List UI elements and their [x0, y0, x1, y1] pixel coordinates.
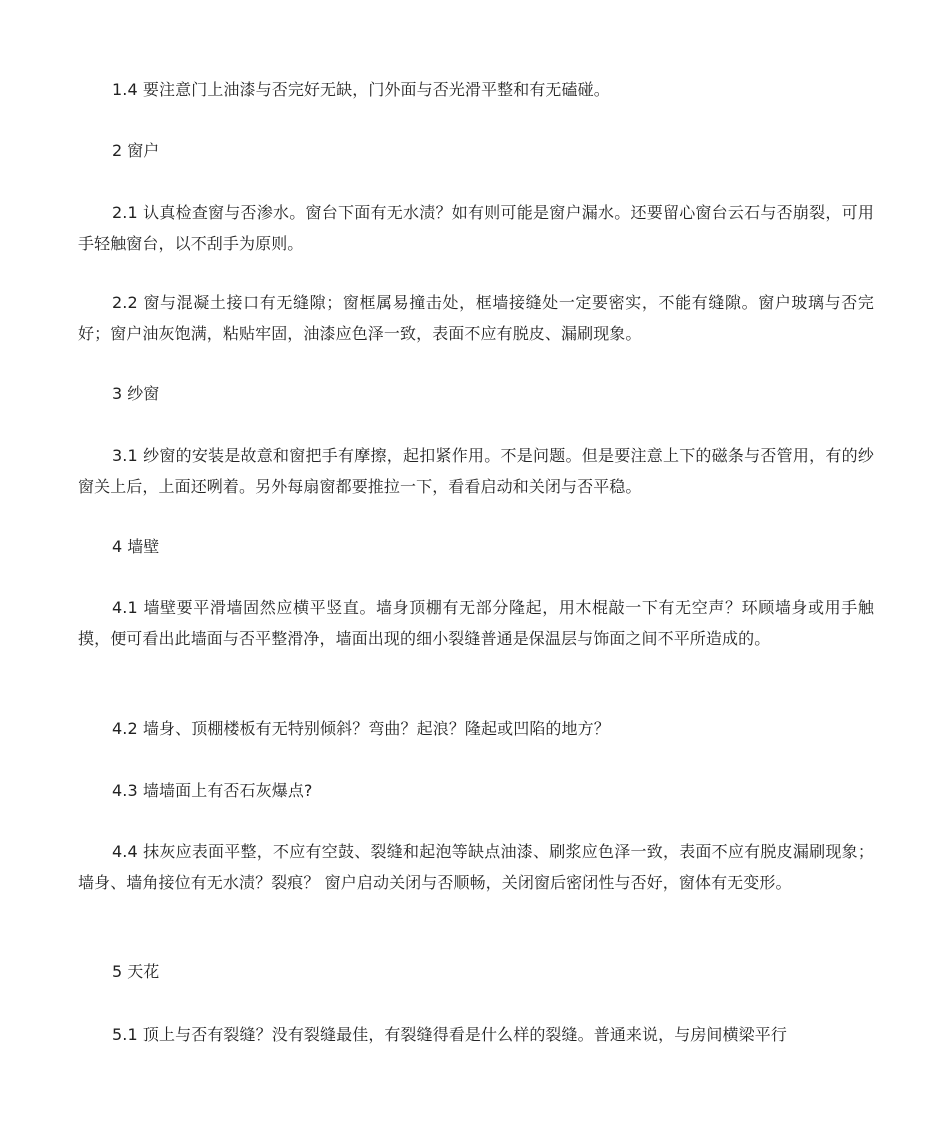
paragraph-4-2: 4.2 墙身、顶棚楼板有无特别倾斜？弯曲？起浪？隆起或凹陷的地方？ — [112, 719, 610, 738]
paragraph-2-1: 2.1 认真检查窗与否渗水。窗台下面有无水渍？如有则可能是窗户漏水。还要留心窗台云石与否崩裂，可用手轻触窗台，以不刮手为原则。 — [78, 203, 874, 253]
paragraph-4-1: 4.1 墙壁要平滑墙固然应横平竖直。墙身顶棚有无部分隆起，用木棍敲一下有无空声？环顾墙身或用手触摸，便可看出此墙面与否平整滑净，墙面出现的细小裂缝普通是保温层与饰面之间不平所造成的。 — [78, 598, 874, 648]
paragraph-1-4: 1.4 要注意门上油漆与否完好无缺，门外面与否光滑平整和有无磕碰。 — [112, 80, 610, 99]
paragraph-5-1: 5.1 顶上与否有裂缝？没有裂缝最佳，有裂缝得看是什么样的裂缝。普通来说，与房间横梁平行 — [112, 1025, 787, 1044]
section-heading-screen-window: 3 纱窗 — [112, 384, 160, 403]
section-heading-windows: 2 窗户 — [112, 141, 160, 160]
section-heading-walls: 4 墙壁 — [112, 537, 160, 556]
paragraph-3-1: 3.1 纱窗的安装是故意和窗把手有摩擦，起扣紧作用。不是问题。但是要注意上下的磁条与否管用，有的纱窗关上后，上面还咧着。另外每扇窗都要推拉一下，看看启动和关闭与否平稳。 — [78, 446, 874, 496]
paragraph-4-4: 4.4 抹灰应表面平整，不应有空鼓、裂缝和起泡等缺点油漆、刷浆应色泽一致，表面不应有脱皮漏刷现象；墙身、墙角接位有无水渍？裂痕？ 窗户启动关闭与否顺畅，关闭窗后密闭性与否好，窗体有无变形。 — [78, 842, 874, 892]
paragraph-4-3: 4.3 墙墙面上有否石灰爆点? — [112, 781, 313, 800]
section-heading-ceiling: 5 天花 — [112, 962, 160, 981]
paragraph-2-2: 2.2 窗与混凝土接口有无缝隙；窗框属易撞击处，框墙接缝处一定要密实，不能有缝隙。窗户玻璃与否完好；窗户油灰饱满，粘贴牢固，油漆应色泽一致，表面不应有脱皮、漏刷现象。 — [78, 293, 874, 343]
